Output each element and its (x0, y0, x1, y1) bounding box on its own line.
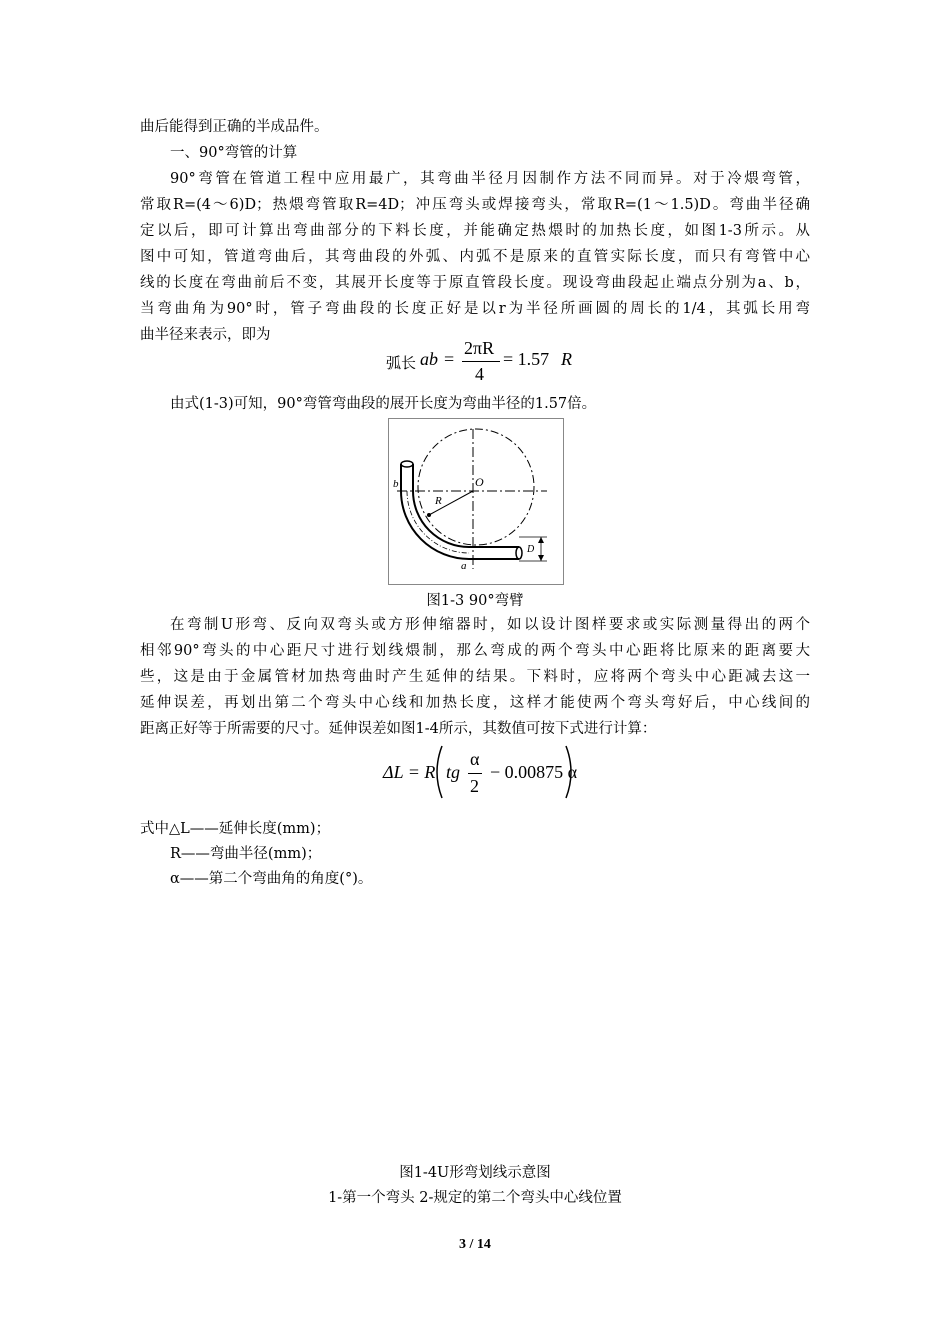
figure-caption: 图1-3 90°弯臂 (426, 593, 524, 609)
section-heading: 一、90°弯管的计算 (170, 145, 298, 161)
fraction-bar (462, 361, 500, 362)
formula-equals: = (444, 349, 455, 369)
formula-denominator: 4 (475, 364, 484, 384)
formula-numerator: 2πR (464, 338, 495, 358)
figure2-caption: 图1-4U形弯划线示意图 (399, 1165, 551, 1181)
paragraph-line: 当弯曲角为90°时，管子弯曲段的长度正好是以r为半径所画圆的周长的1/4，其弧长用弯 (140, 301, 810, 317)
where-line: 式中△L——延伸长度(mm)； (140, 821, 331, 837)
formula-rhs-var: R (561, 349, 572, 369)
where-line: R——弯曲半径(mm)； (170, 846, 322, 862)
formula2-tg: tg (446, 762, 461, 782)
paren-right (564, 744, 578, 800)
label-b: b (393, 478, 399, 490)
paragraph-line: 90°弯管在管道工程中应用最广，其弯曲半径月因制作方法不同而异。对于冷煨弯管， (170, 171, 810, 187)
paragraph-line: 距离正好等于所需要的尺寸。延伸误差如图1-4所示，其数值可按下式进行计算： (140, 721, 657, 737)
formula2-lhs: ΔL = R (383, 762, 436, 782)
paragraph-line: 由式(1-3)可知，90°弯管弯曲段的展开长度为弯曲半径的1.57倍。 (170, 396, 597, 412)
paragraph-line: 相邻90°弯头的中心距尺寸进行划线煨制，那么弯成的两个弯头中心距将比原来的距离要大 (140, 643, 810, 659)
figure2-subcaption: 1-第一个弯头 2-规定的第二个弯头中心线位置 (328, 1190, 622, 1206)
paragraph-line: 定以后，即可计算出弯曲部分的下料长度，并能确定热煨时的加热长度，如图1-3所示。从 (140, 223, 810, 239)
paren-left (430, 744, 444, 800)
label-o: O (475, 475, 484, 489)
figure-bend-diagram (388, 418, 564, 585)
dim-arrow-top (538, 537, 544, 543)
pipe-outer-wall (401, 464, 519, 559)
fraction-bar-2 (468, 773, 482, 774)
radius-point (427, 513, 431, 517)
paragraph-line: 曲半径来表示，即为 (140, 327, 271, 343)
paragraph-line: 些，这是由于金属管材加热弯曲时产生延伸的结果。下料时，应将两个弯头中心距减去这一 (140, 669, 810, 685)
formula2-numerator: α (470, 749, 480, 769)
paragraph-line: 曲后能得到正确的半成品件。 (140, 119, 329, 135)
paragraph-line: 在弯制U形弯、反向双弯头或方形伸缩器时，如以设计图样要求或实际测量得出的两个 (170, 617, 810, 633)
formula-rhs: = 1.57 (503, 349, 550, 369)
bend-diagram-svg (389, 419, 563, 584)
pipe-inner-wall (413, 464, 519, 547)
dim-arrow-bottom (538, 555, 544, 561)
where-line: α——第二个弯曲角的角度(°)。 (170, 871, 373, 887)
formula-lhs: 弧长 (386, 354, 417, 372)
pipe-end-top (401, 461, 413, 467)
paragraph-line: 图中可知，管道弯曲后，其弯曲段的外弧、内弧不是原来的直管实际长度，而只有弯管中心 (140, 249, 810, 265)
paragraph-line: 常取R=(4～6)D；热煨弯管取R=4D；冲压弯头或焊接弯头，常取R=(1～1.5)D。弯曲半径确 (140, 197, 810, 213)
label-a: a (461, 560, 467, 572)
formula2-rest: − 0.00875 α (490, 762, 578, 782)
label-d: D (527, 544, 535, 555)
page-number: 3 / 14 (459, 1237, 491, 1252)
formula2-denominator: 2 (470, 776, 479, 796)
paragraph-line: 线的长度在弯曲前后不变，其展开长度等于原直管段长度。现设弯曲段起止端点分别为a、b， (140, 275, 810, 291)
pipe-end-right (516, 547, 522, 559)
paragraph-line: 延伸误差，再划出第二个弯头中心线和加热长度，这样才能使两个弯头弯好后，中心线间的 (140, 695, 810, 711)
label-r: R (435, 495, 442, 507)
formula-var: ab (420, 349, 438, 369)
